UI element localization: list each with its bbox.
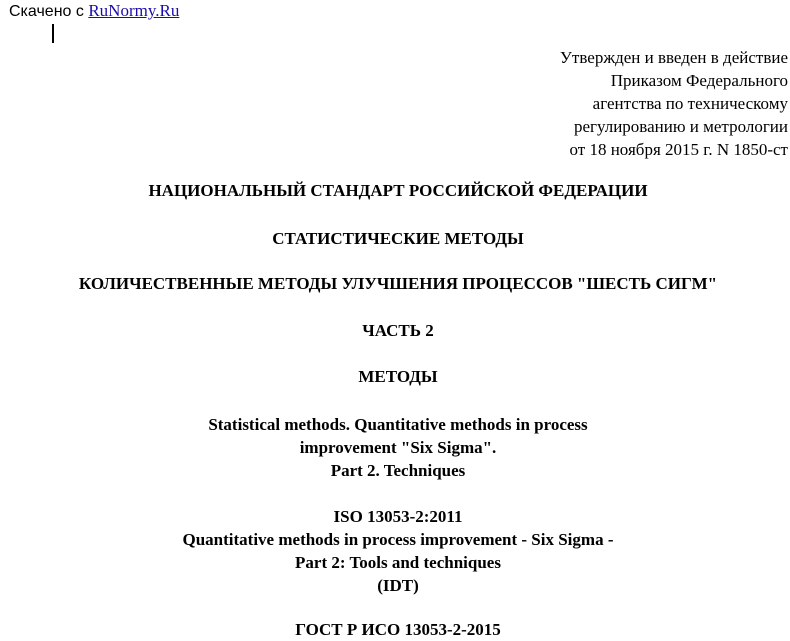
download-prefix: Скачено с [9, 3, 84, 20]
download-source [9, 1, 179, 21]
approval-line: агентства по техническому [592, 94, 788, 113]
english-title-line: Part 2. Techniques [330, 461, 466, 480]
iso-line: Part 2: Tools and techniques [295, 553, 501, 572]
iso-line: ISO 13053-2:2011 [333, 507, 463, 526]
english-title [0, 413, 790, 482]
english-title-line: Statistical methods. Quantitative methods in process [208, 415, 588, 434]
approval-line: от 18 ноября 2015 г. N 1850-ст [569, 140, 788, 159]
part-title-heading: МЕТОДЫ [358, 367, 438, 386]
approval-line: Утвержден и введен в действие [559, 48, 788, 67]
english-title-line: improvement "Six Sigma". [299, 438, 497, 457]
part-heading: ЧАСТЬ 2 [362, 321, 434, 340]
approval-line: Приказом Федерального [610, 71, 788, 90]
iso-line: (IDT) [377, 576, 419, 595]
iso-reference [0, 505, 790, 597]
group-heading: СТАТИСТИЧЕСКИЕ МЕТОДЫ [272, 229, 524, 248]
approval-line: регулированию и метрологии [573, 117, 788, 136]
text-cursor [52, 24, 54, 43]
standard-type-heading: НАЦИОНАЛЬНЫЙ СТАНДАРТ РОССИЙСКОЙ ФЕДЕРАЦИИ [148, 181, 648, 200]
gost-designation: ГОСТ Р ИСО 13053-2-2015 [295, 620, 501, 639]
source-link[interactable]: RuNormy.Ru [88, 1, 180, 20]
approval-block [560, 46, 788, 161]
subject-heading: КОЛИЧЕСТВЕННЫЕ МЕТОДЫ УЛУЧШЕНИЯ ПРОЦЕССОВ "ШЕСТЬ СИГМ" [78, 274, 718, 293]
iso-line: Quantitative methods in process improvement - Six Sigma - [182, 530, 614, 549]
